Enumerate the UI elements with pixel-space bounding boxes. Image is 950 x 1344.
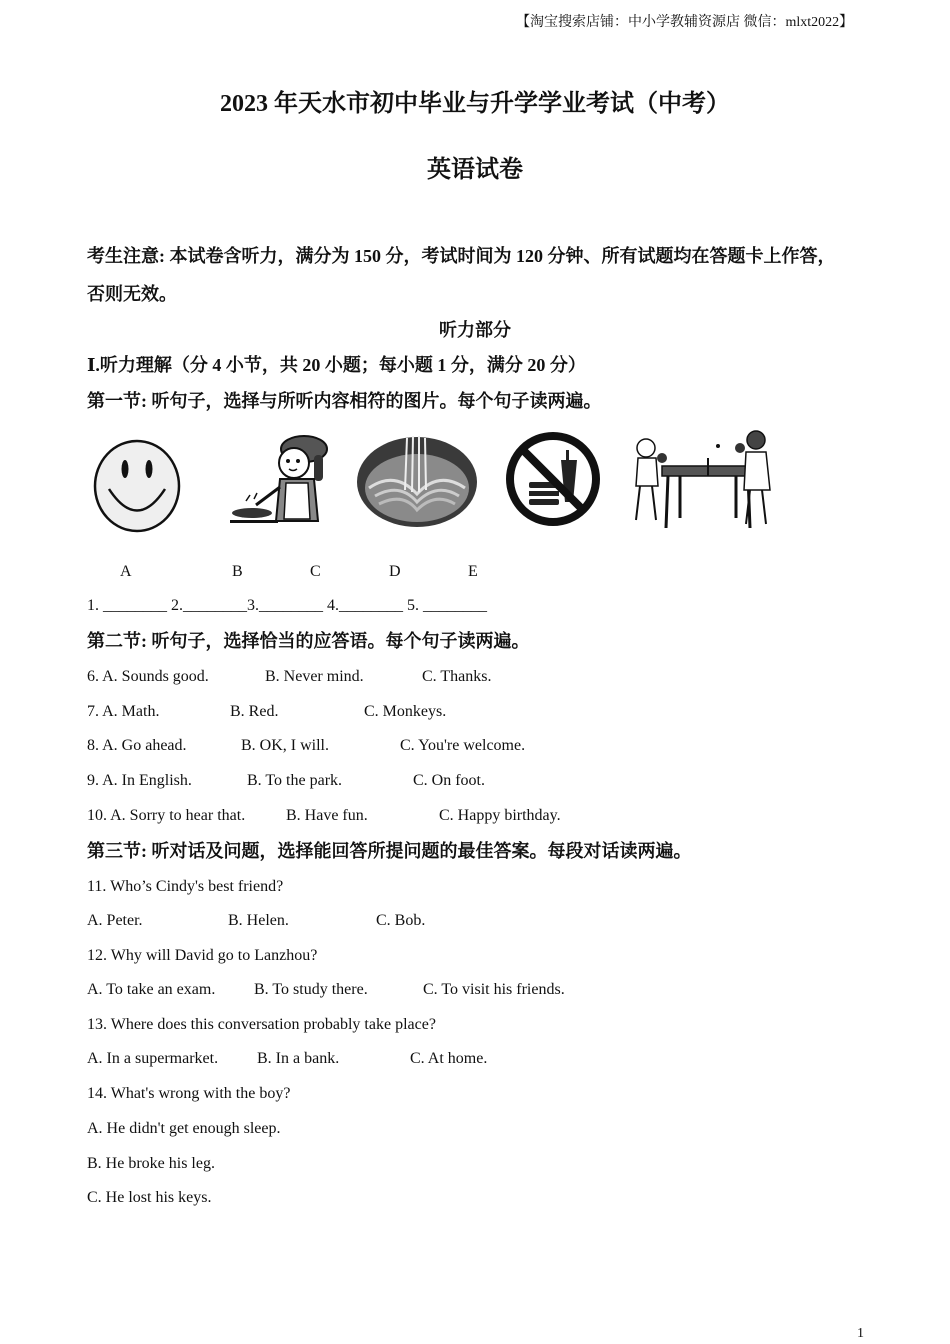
picture-letter-b: B [232, 563, 243, 580]
notice-line-1: 考生注意: 本试卷含听力，满分为 150 分，考试时间为 120 分钟、所有试题均在答题卡上作答， [87, 246, 836, 266]
smiley-face-icon [91, 437, 183, 535]
question-8 [87, 736, 887, 756]
table-tennis-icon [628, 428, 780, 530]
listening-part-heading: 听力部分 [439, 320, 511, 340]
girl-cooking-icon [228, 431, 332, 527]
option-a: 9. A. In English. [87, 772, 192, 789]
part1-heading: Ⅰ.听力理解（分 4 小节，共 20 小题；每小题 1 分，满分 20 分） [87, 355, 586, 375]
question-10 [87, 806, 887, 826]
page-number: 1 [857, 1326, 864, 1341]
option-b: B. Red. [230, 703, 279, 720]
option-b: B. Helen. [228, 912, 289, 929]
exam-subtitle: 英语试卷 [427, 157, 523, 183]
option-b: B. To the park. [247, 772, 343, 789]
question-14-option-b: B. He broke his leg. [87, 1155, 215, 1172]
option-a: A. Peter. [87, 912, 143, 929]
question-7 [87, 702, 887, 722]
option-c: C. On foot. [413, 772, 485, 789]
picture-letter-a: A [120, 563, 132, 580]
option-a: A. In a supermarket. [87, 1050, 219, 1067]
option-b: B. Never mind. [265, 668, 364, 685]
option-c: C. Bob. [376, 912, 426, 929]
answer-blanks-1-5: 1. ________ 2.________3.________ 4.________ 5. ________ [87, 597, 487, 614]
header-note: 【淘宝搜索店铺：中小学教辅资源店 微信：mlxt2022】 [516, 15, 854, 30]
option-b: B. To study there. [254, 981, 368, 998]
option-c: C. Monkeys. [364, 703, 447, 720]
option-c: C. To visit his friends. [423, 981, 565, 998]
notice-line-2: 否则无效。 [87, 284, 177, 304]
option-a: 8. A. Go ahead. [87, 737, 187, 754]
question-13-stem: 13. Where does this conversation probably take place? [87, 1016, 436, 1033]
section2-heading: 第二节: 听句子，选择恰当的应答语。每个句子读两遍。 [87, 631, 530, 651]
option-a: 6. A. Sounds good. [87, 668, 209, 685]
option-a: A. To take an exam. [87, 981, 216, 998]
option-c: C. At home. [410, 1050, 488, 1067]
question-13-options [87, 1049, 887, 1069]
noodles-bowl-icon [355, 430, 479, 528]
question-12-options [87, 980, 887, 1000]
option-c: C. Thanks. [422, 668, 492, 685]
question-11-options [87, 911, 887, 931]
option-b: B. In a bank. [257, 1050, 340, 1067]
picture-letter-d: D [389, 563, 401, 580]
question-12-stem: 12. Why will David go to Lanzhou? [87, 947, 318, 964]
no-fast-food-sign-icon [503, 430, 603, 528]
question-14-option-c: C. He lost his keys. [87, 1189, 212, 1206]
option-b: B. OK, I will. [241, 737, 329, 754]
question-6 [87, 667, 887, 687]
option-c: C. You're welcome. [400, 737, 526, 754]
question-11-stem: 11. Who’s Cindy's best friend? [87, 878, 284, 895]
exam-title: 2023 年天水市初中毕业与升学学业考试（中考） [220, 91, 730, 117]
option-a: 7. A. Math. [87, 703, 160, 720]
option-b: B. Have fun. [286, 807, 368, 824]
picture-letter-c: C [310, 563, 321, 580]
question-9 [87, 771, 887, 791]
option-a: 10. A. Sorry to hear that. [87, 807, 246, 824]
question-14-stem: 14. What's wrong with the boy? [87, 1085, 291, 1102]
option-c: C. Happy birthday. [439, 807, 561, 824]
picture-letter-e: E [468, 563, 478, 580]
question-14-option-a: A. He didn't get enough sleep. [87, 1120, 281, 1137]
section3-heading: 第三节: 听对话及问题，选择能回答所提问题的最佳答案。每段对话读两遍。 [87, 841, 692, 861]
section1-heading: 第一节: 听句子，选择与所听内容相符的图片。每个句子读两遍。 [87, 391, 602, 411]
